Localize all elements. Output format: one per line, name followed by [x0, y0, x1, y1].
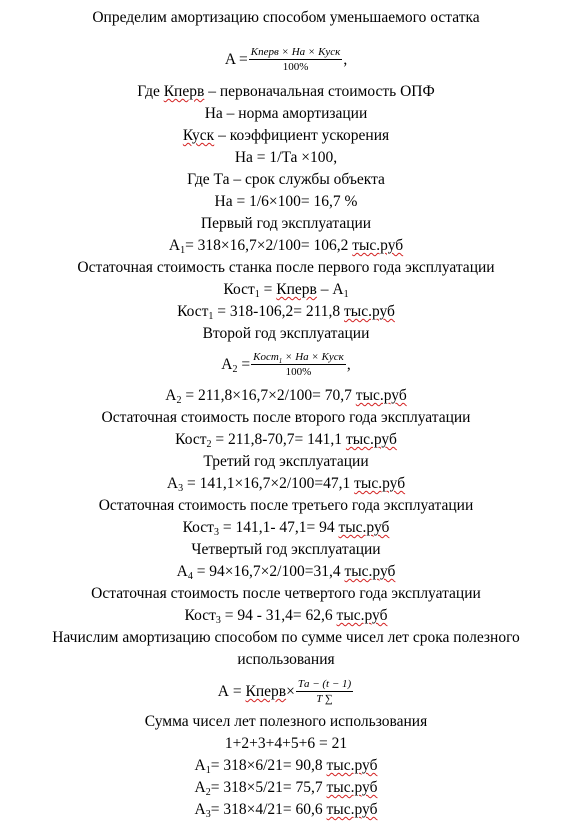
unit: тыс.руб [345, 431, 397, 448]
formula-fraction [251, 351, 346, 379]
formula-denominator: 100% [285, 366, 312, 378]
text-part: – А [316, 281, 344, 298]
text-part: = 318×5/21= 75,7 [210, 779, 327, 796]
heading-sum-of-years-2: использования [237, 651, 335, 668]
formula-numerator: Kперв × Hа × Kуск [250, 46, 341, 58]
heading-declining-balance: Определим амортизацию способом уменьшаемого остатка [92, 9, 480, 26]
subscript: 3 [215, 615, 221, 626]
subscript: 3 [178, 483, 184, 494]
heading-residual-1: Остаточная стоимость станка после первого года эксплуатации [77, 259, 495, 276]
unit: тыс.руб [326, 801, 378, 818]
subscript: 1 [208, 311, 214, 322]
text-part: = 94 - 31,4= 62,6 [220, 607, 337, 624]
text-part: А [168, 237, 181, 254]
definition-ta: Где Та – срок службы объекта [187, 171, 385, 188]
formula-numerator: Tа − (t − 1) [297, 678, 352, 690]
text-part: Кост [182, 519, 214, 536]
definition-kperv [0, 82, 572, 102]
text-part: Кперв [163, 83, 205, 100]
formula-tail: , [346, 356, 351, 373]
text-part: Где [137, 83, 164, 100]
heading-sum-of-years-1: Начислим амортизацию способом по сумме чисел лет срока полезного [52, 629, 520, 646]
formula-numerator [251, 351, 346, 365]
subscript: 1 [205, 765, 211, 776]
formula-na: На = 1/Та ×100, [234, 149, 338, 166]
text-part: А [194, 757, 206, 774]
text-part: × Hа × Kуск [282, 351, 344, 363]
text-part: = 211,8-70,7= 141,1 [211, 431, 346, 448]
heading-year-1: Первый год эксплуатации [200, 215, 372, 232]
unit: тыс.руб [344, 563, 396, 580]
text-part: Кост [175, 431, 207, 448]
text-part: Кперв [245, 683, 287, 700]
text-part: = [237, 356, 251, 373]
calc-s2 [0, 778, 572, 798]
subscript: 2 [206, 439, 212, 450]
subscript: 2 [205, 787, 211, 798]
formula-a2 [0, 346, 572, 384]
text-part: Кост [177, 303, 209, 320]
text-part: = 318-106,2= 211,8 [213, 303, 344, 320]
subscript: 1 [278, 357, 283, 365]
formula-denominator: 100% [282, 61, 309, 73]
unit: тыс.руб [326, 757, 378, 774]
heading-sum-years: Сумма чисел лет полезного использования [144, 713, 428, 730]
unit: тыс.руб [338, 519, 390, 536]
calc-a3 [0, 474, 572, 494]
text-part: = 318×4/21= 60,6 [210, 801, 327, 818]
calc-a1 [0, 236, 572, 256]
calc-kost1 [0, 302, 572, 322]
value-na: На = 1/6×100= 16,7 % [214, 193, 358, 210]
heading-year-2: Второй год эксплуатации [202, 325, 370, 342]
text-part: = 318×6/21= 90,8 [210, 757, 327, 774]
calc-s1 [0, 756, 572, 776]
formula-lhs [221, 356, 250, 374]
text-part: А [166, 475, 179, 492]
text-part: Kост [253, 351, 279, 363]
calc-kost3 [0, 518, 572, 538]
text-part: × [286, 683, 295, 700]
subscript: 2 [232, 364, 238, 375]
formula-tail: , [343, 51, 348, 68]
subscript: 1 [343, 289, 349, 300]
unit: тыс.руб [344, 303, 395, 320]
text-part: А [221, 356, 233, 373]
subscript: 3 [213, 527, 219, 538]
text-part: = 94×16,7×2/100=31,4 [192, 563, 345, 580]
heading-residual-2: Остаточная стоимость после второго года эксплуатации [101, 409, 471, 426]
calc-kost2 [0, 430, 572, 450]
formula-sum-of-years [0, 672, 572, 712]
subscript: 1 [180, 245, 186, 256]
definition-na: На – норма амортизации [204, 105, 368, 122]
calc-sum-years: 1+2+3+4+5+6 = 21 [224, 735, 348, 752]
subscript: 4 [187, 571, 193, 582]
text-part: – коэффициент ускорения [214, 127, 390, 144]
unit: тыс.руб [326, 779, 378, 796]
text-part: Кост [184, 607, 216, 624]
formula-fraction [249, 46, 343, 74]
unit: тыс.руб [355, 387, 407, 404]
text-part: А [176, 563, 188, 580]
subscript: 3 [205, 809, 211, 820]
calc-a2 [0, 386, 572, 406]
formula-fraction [296, 678, 353, 706]
text-part: А [194, 801, 206, 818]
text-part: = 141,1- 47,1= 94 [218, 519, 339, 536]
heading-residual-3: Остаточная стоимость после третьего года эксплуатации [98, 497, 474, 514]
heading-year-3: Третий год эксплуатации [203, 453, 369, 470]
unit: тыс.руб [352, 237, 404, 254]
text-part: – первоначальная стоимость ОПФ [204, 83, 435, 100]
text-part: А [165, 387, 177, 404]
subscript: 1 [254, 289, 260, 300]
text-part: Кост [223, 281, 255, 298]
formula-declining-balance [0, 40, 572, 80]
text-part: Куск [182, 127, 215, 144]
formula-denominator: T ∑ [316, 693, 333, 705]
calc-kost4 [0, 606, 572, 626]
formula-kost1 [0, 280, 572, 300]
text-part: = 318×16,7×2/100= 106,2 [185, 237, 353, 254]
subscript: 2 [176, 395, 182, 406]
formula-lhs: A = [224, 51, 248, 68]
calc-s3 [0, 800, 572, 820]
calc-a4 [0, 562, 572, 582]
text-part: А = [217, 683, 246, 700]
definition-kusk [0, 126, 572, 146]
heading-residual-4: Остаточная стоимость после четвертого года эксплуатации [91, 585, 481, 602]
heading-year-4: Четвертый год эксплуатации [191, 541, 381, 558]
text-part: = [259, 281, 277, 298]
text-part: Кперв [276, 281, 317, 298]
text-part: = 141,1×16,7×2/100=47,1 [183, 475, 355, 492]
formula-lhs [218, 683, 295, 701]
text-part: = 211,8×16,7×2/100= 70,7 [181, 387, 356, 404]
text-part: А [194, 779, 206, 796]
unit: тыс.руб [354, 475, 406, 492]
unit: тыс.руб [336, 607, 388, 624]
